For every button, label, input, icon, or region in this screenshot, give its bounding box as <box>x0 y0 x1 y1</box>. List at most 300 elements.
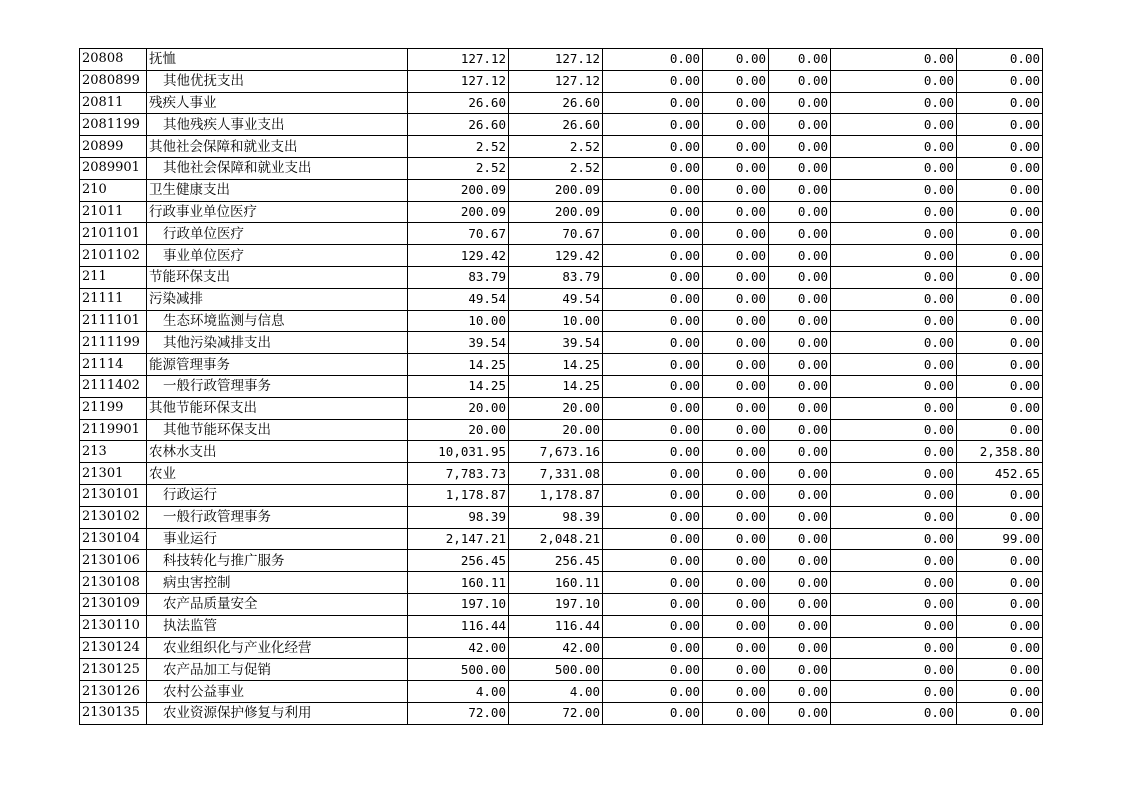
subject-code-cell: 20808 <box>80 49 147 71</box>
amount-cell-col6: 0.00 <box>831 49 957 71</box>
subject-name-cell: 执法监管 <box>147 615 408 637</box>
amount-cell-col4: 0.00 <box>703 310 769 332</box>
amount-cell-col4: 0.00 <box>703 201 769 223</box>
amount-cell-total: 14.25 <box>408 375 509 397</box>
subject-code-cell: 2130109 <box>80 593 147 615</box>
amount-cell-col7: 0.00 <box>957 179 1043 201</box>
table-row <box>80 136 1043 158</box>
amount-cell-col5: 0.00 <box>769 441 831 463</box>
amount-cell-col4: 0.00 <box>703 332 769 354</box>
amount-cell-total: 20.00 <box>408 419 509 441</box>
amount-cell-col3: 0.00 <box>603 637 703 659</box>
amount-cell-col3: 0.00 <box>603 136 703 158</box>
amount-cell-col6: 0.00 <box>831 332 957 354</box>
amount-cell-col6: 0.00 <box>831 266 957 288</box>
table-row <box>80 332 1043 354</box>
amount-cell-col7: 0.00 <box>957 245 1043 267</box>
table-row <box>80 528 1043 550</box>
amount-cell-col7: 0.00 <box>957 506 1043 528</box>
subject-name-cell: 其他节能环保支出 <box>147 397 408 419</box>
amount-cell-col5: 0.00 <box>769 506 831 528</box>
subject-name-cell: 一般行政管理事务 <box>147 506 408 528</box>
amount-cell-col3: 0.00 <box>603 49 703 71</box>
amount-cell-col5: 0.00 <box>769 484 831 506</box>
amount-cell-col7: 0.00 <box>957 354 1043 376</box>
subject-code-cell: 2089901 <box>80 157 147 179</box>
amount-cell-total: 7,783.73 <box>408 463 509 485</box>
amount-cell-col3: 0.00 <box>603 201 703 223</box>
amount-cell-total: 14.25 <box>408 354 509 376</box>
subject-name-cell: 行政运行 <box>147 484 408 506</box>
amount-cell-col5: 0.00 <box>769 615 831 637</box>
amount-cell-col3: 0.00 <box>603 332 703 354</box>
subject-name-cell: 农产品加工与促销 <box>147 659 408 681</box>
amount-cell-col3: 0.00 <box>603 288 703 310</box>
subject-code-cell: 2111101 <box>80 310 147 332</box>
subject-name-cell: 节能环保支出 <box>147 266 408 288</box>
table-row <box>80 157 1043 179</box>
subject-name-cell: 其他优抚支出 <box>147 70 408 92</box>
amount-cell-basic: 200.09 <box>509 201 603 223</box>
amount-cell-basic: 127.12 <box>509 49 603 71</box>
amount-cell-col3: 0.00 <box>603 157 703 179</box>
amount-cell-basic: 200.09 <box>509 179 603 201</box>
amount-cell-basic: 26.60 <box>509 114 603 136</box>
table-row <box>80 70 1043 92</box>
table-row <box>80 659 1043 681</box>
subject-code-cell: 2130102 <box>80 506 147 528</box>
amount-cell-col6: 0.00 <box>831 506 957 528</box>
amount-cell-col6: 0.00 <box>831 550 957 572</box>
amount-cell-basic: 14.25 <box>509 354 603 376</box>
amount-cell-basic: 160.11 <box>509 572 603 594</box>
amount-cell-col7: 0.00 <box>957 659 1043 681</box>
subject-code-cell: 2130106 <box>80 550 147 572</box>
amount-cell-col7: 0.00 <box>957 484 1043 506</box>
amount-cell-col5: 0.00 <box>769 397 831 419</box>
amount-cell-col7: 0.00 <box>957 332 1043 354</box>
subject-name-cell: 农业 <box>147 463 408 485</box>
subject-code-cell: 2130104 <box>80 528 147 550</box>
subject-name-cell: 行政事业单位医疗 <box>147 201 408 223</box>
amount-cell-col5: 0.00 <box>769 136 831 158</box>
amount-cell-basic: 72.00 <box>509 702 603 724</box>
amount-cell-col5: 0.00 <box>769 659 831 681</box>
amount-cell-total: 2,147.21 <box>408 528 509 550</box>
amount-cell-col4: 0.00 <box>703 681 769 703</box>
amount-cell-col6: 0.00 <box>831 136 957 158</box>
amount-cell-col3: 0.00 <box>603 702 703 724</box>
table-row <box>80 375 1043 397</box>
amount-cell-basic: 7,331.08 <box>509 463 603 485</box>
subject-code-cell: 2130108 <box>80 572 147 594</box>
amount-cell-col7: 0.00 <box>957 114 1043 136</box>
amount-cell-basic: 20.00 <box>509 419 603 441</box>
table-row <box>80 702 1043 724</box>
subject-name-cell: 污染减排 <box>147 288 408 310</box>
subject-code-cell: 2081199 <box>80 114 147 136</box>
amount-cell-col3: 0.00 <box>603 593 703 615</box>
amount-cell-col7: 0.00 <box>957 681 1043 703</box>
amount-cell-col5: 0.00 <box>769 114 831 136</box>
amount-cell-col5: 0.00 <box>769 157 831 179</box>
subject-code-cell: 2130101 <box>80 484 147 506</box>
table-body <box>80 49 1043 725</box>
amount-cell-col3: 0.00 <box>603 681 703 703</box>
amount-cell-basic: 4.00 <box>509 681 603 703</box>
amount-cell-total: 197.10 <box>408 593 509 615</box>
amount-cell-total: 20.00 <box>408 397 509 419</box>
amount-cell-total: 10,031.95 <box>408 441 509 463</box>
amount-cell-basic: 2.52 <box>509 157 603 179</box>
subject-name-cell: 科技转化与推广服务 <box>147 550 408 572</box>
amount-cell-col7: 0.00 <box>957 92 1043 114</box>
amount-cell-col4: 0.00 <box>703 463 769 485</box>
amount-cell-col5: 0.00 <box>769 266 831 288</box>
subject-name-cell: 行政单位医疗 <box>147 223 408 245</box>
amount-cell-col4: 0.00 <box>703 637 769 659</box>
amount-cell-col3: 0.00 <box>603 266 703 288</box>
amount-cell-col5: 0.00 <box>769 179 831 201</box>
amount-cell-basic: 14.25 <box>509 375 603 397</box>
amount-cell-col7: 2,358.80 <box>957 441 1043 463</box>
amount-cell-col4: 0.00 <box>703 245 769 267</box>
table-row <box>80 550 1043 572</box>
subject-code-cell: 2101101 <box>80 223 147 245</box>
subject-code-cell: 2101102 <box>80 245 147 267</box>
table-row <box>80 92 1043 114</box>
subject-name-cell: 农业组织化与产业化经营 <box>147 637 408 659</box>
table-row <box>80 593 1043 615</box>
amount-cell-col4: 0.00 <box>703 157 769 179</box>
amount-cell-col7: 0.00 <box>957 593 1043 615</box>
amount-cell-col5: 0.00 <box>769 637 831 659</box>
subject-code-cell: 21114 <box>80 354 147 376</box>
amount-cell-col3: 0.00 <box>603 659 703 681</box>
subject-code-cell: 2130126 <box>80 681 147 703</box>
amount-cell-col5: 0.00 <box>769 572 831 594</box>
amount-cell-col5: 0.00 <box>769 245 831 267</box>
amount-cell-col6: 0.00 <box>831 179 957 201</box>
amount-cell-total: 500.00 <box>408 659 509 681</box>
table-row <box>80 49 1043 71</box>
table-row <box>80 572 1043 594</box>
amount-cell-basic: 7,673.16 <box>509 441 603 463</box>
table-row <box>80 637 1043 659</box>
table-row <box>80 223 1043 245</box>
subject-code-cell: 21199 <box>80 397 147 419</box>
subject-name-cell: 卫生健康支出 <box>147 179 408 201</box>
table-row <box>80 288 1043 310</box>
amount-cell-col7: 0.00 <box>957 419 1043 441</box>
amount-cell-total: 10.00 <box>408 310 509 332</box>
amount-cell-col5: 0.00 <box>769 550 831 572</box>
amount-cell-col4: 0.00 <box>703 179 769 201</box>
amount-cell-col7: 0.00 <box>957 288 1043 310</box>
amount-cell-col4: 0.00 <box>703 572 769 594</box>
amount-cell-col5: 0.00 <box>769 463 831 485</box>
table-row <box>80 266 1043 288</box>
subject-name-cell: 残疾人事业 <box>147 92 408 114</box>
amount-cell-col6: 0.00 <box>831 288 957 310</box>
amount-cell-col7: 0.00 <box>957 572 1043 594</box>
subject-name-cell: 抚恤 <box>147 49 408 71</box>
amount-cell-total: 2.52 <box>408 136 509 158</box>
amount-cell-col5: 0.00 <box>769 49 831 71</box>
amount-cell-col5: 0.00 <box>769 681 831 703</box>
subject-code-cell: 2130110 <box>80 615 147 637</box>
amount-cell-col6: 0.00 <box>831 397 957 419</box>
amount-cell-col5: 0.00 <box>769 332 831 354</box>
amount-cell-total: 200.09 <box>408 201 509 223</box>
amount-cell-col3: 0.00 <box>603 310 703 332</box>
amount-cell-col5: 0.00 <box>769 223 831 245</box>
subject-name-cell: 其他社会保障和就业支出 <box>147 157 408 179</box>
amount-cell-col3: 0.00 <box>603 92 703 114</box>
subject-name-cell: 事业单位医疗 <box>147 245 408 267</box>
amount-cell-basic: 500.00 <box>509 659 603 681</box>
amount-cell-col6: 0.00 <box>831 659 957 681</box>
amount-cell-col6: 0.00 <box>831 375 957 397</box>
amount-cell-col7: 0.00 <box>957 157 1043 179</box>
amount-cell-col5: 0.00 <box>769 354 831 376</box>
amount-cell-col6: 0.00 <box>831 92 957 114</box>
amount-cell-col7: 0.00 <box>957 70 1043 92</box>
subject-code-cell: 20899 <box>80 136 147 158</box>
amount-cell-basic: 197.10 <box>509 593 603 615</box>
table-row <box>80 615 1043 637</box>
table-row <box>80 441 1043 463</box>
amount-cell-basic: 1,178.87 <box>509 484 603 506</box>
amount-cell-total: 70.67 <box>408 223 509 245</box>
amount-cell-col6: 0.00 <box>831 157 957 179</box>
table-row <box>80 681 1043 703</box>
amount-cell-col4: 0.00 <box>703 659 769 681</box>
amount-cell-col4: 0.00 <box>703 92 769 114</box>
amount-cell-col4: 0.00 <box>703 702 769 724</box>
amount-cell-basic: 70.67 <box>509 223 603 245</box>
amount-cell-col3: 0.00 <box>603 506 703 528</box>
amount-cell-col3: 0.00 <box>603 179 703 201</box>
amount-cell-col6: 0.00 <box>831 441 957 463</box>
amount-cell-col4: 0.00 <box>703 288 769 310</box>
subject-name-cell: 事业运行 <box>147 528 408 550</box>
subject-code-cell: 2130124 <box>80 637 147 659</box>
amount-cell-col7: 0.00 <box>957 615 1043 637</box>
amount-cell-basic: 26.60 <box>509 92 603 114</box>
amount-cell-basic: 49.54 <box>509 288 603 310</box>
subject-code-cell: 2119901 <box>80 419 147 441</box>
amount-cell-col3: 0.00 <box>603 419 703 441</box>
amount-cell-col3: 0.00 <box>603 223 703 245</box>
subject-name-cell: 农林水支出 <box>147 441 408 463</box>
table-row <box>80 463 1043 485</box>
amount-cell-col4: 0.00 <box>703 550 769 572</box>
amount-cell-col6: 0.00 <box>831 528 957 550</box>
subject-code-cell: 20811 <box>80 92 147 114</box>
table-row <box>80 114 1043 136</box>
amount-cell-col5: 0.00 <box>769 419 831 441</box>
amount-cell-col4: 0.00 <box>703 136 769 158</box>
table-row <box>80 419 1043 441</box>
amount-cell-col3: 0.00 <box>603 245 703 267</box>
amount-cell-col6: 0.00 <box>831 114 957 136</box>
amount-cell-col4: 0.00 <box>703 375 769 397</box>
amount-cell-col5: 0.00 <box>769 288 831 310</box>
amount-cell-col6: 0.00 <box>831 637 957 659</box>
amount-cell-total: 127.12 <box>408 70 509 92</box>
subject-code-cell: 211 <box>80 266 147 288</box>
amount-cell-col3: 0.00 <box>603 572 703 594</box>
amount-cell-total: 42.00 <box>408 637 509 659</box>
amount-cell-col5: 0.00 <box>769 70 831 92</box>
amount-cell-col4: 0.00 <box>703 354 769 376</box>
amount-cell-col7: 0.00 <box>957 266 1043 288</box>
amount-cell-total: 26.60 <box>408 92 509 114</box>
amount-cell-col3: 0.00 <box>603 397 703 419</box>
subject-name-cell: 农业资源保护修复与利用 <box>147 702 408 724</box>
amount-cell-total: 160.11 <box>408 572 509 594</box>
amount-cell-total: 83.79 <box>408 266 509 288</box>
amount-cell-col7: 0.00 <box>957 550 1043 572</box>
subject-name-cell: 其他节能环保支出 <box>147 419 408 441</box>
amount-cell-col7: 0.00 <box>957 375 1043 397</box>
amount-cell-col3: 0.00 <box>603 114 703 136</box>
subject-name-cell: 病虫害控制 <box>147 572 408 594</box>
amount-cell-basic: 83.79 <box>509 266 603 288</box>
amount-cell-col4: 0.00 <box>703 70 769 92</box>
subject-code-cell: 210 <box>80 179 147 201</box>
amount-cell-total: 127.12 <box>408 49 509 71</box>
subject-code-cell: 21111 <box>80 288 147 310</box>
amount-cell-col6: 0.00 <box>831 223 957 245</box>
subject-name-cell: 农村公益事业 <box>147 681 408 703</box>
subject-code-cell: 21301 <box>80 463 147 485</box>
amount-cell-basic: 116.44 <box>509 615 603 637</box>
amount-cell-col5: 0.00 <box>769 593 831 615</box>
subject-name-cell: 一般行政管理事务 <box>147 375 408 397</box>
amount-cell-col5: 0.00 <box>769 92 831 114</box>
amount-cell-col3: 0.00 <box>603 441 703 463</box>
amount-cell-col7: 0.00 <box>957 310 1043 332</box>
amount-cell-basic: 10.00 <box>509 310 603 332</box>
table-row <box>80 179 1043 201</box>
amount-cell-col4: 0.00 <box>703 49 769 71</box>
amount-cell-total: 98.39 <box>408 506 509 528</box>
amount-cell-basic: 127.12 <box>509 70 603 92</box>
amount-cell-basic: 39.54 <box>509 332 603 354</box>
table-row <box>80 484 1043 506</box>
subject-name-cell: 其他污染减排支出 <box>147 332 408 354</box>
subject-code-cell: 21011 <box>80 201 147 223</box>
amount-cell-col7: 0.00 <box>957 49 1043 71</box>
amount-cell-col3: 0.00 <box>603 550 703 572</box>
amount-cell-col4: 0.00 <box>703 114 769 136</box>
amount-cell-col3: 0.00 <box>603 463 703 485</box>
amount-cell-basic: 42.00 <box>509 637 603 659</box>
amount-cell-col6: 0.00 <box>831 201 957 223</box>
amount-cell-col7: 0.00 <box>957 397 1043 419</box>
table-row <box>80 245 1043 267</box>
amount-cell-col4: 0.00 <box>703 223 769 245</box>
subject-code-cell: 2111199 <box>80 332 147 354</box>
amount-cell-col5: 0.00 <box>769 201 831 223</box>
amount-cell-col3: 0.00 <box>603 70 703 92</box>
amount-cell-col7: 99.00 <box>957 528 1043 550</box>
amount-cell-total: 129.42 <box>408 245 509 267</box>
amount-cell-col3: 0.00 <box>603 354 703 376</box>
amount-cell-basic: 98.39 <box>509 506 603 528</box>
table-row <box>80 506 1043 528</box>
amount-cell-col5: 0.00 <box>769 702 831 724</box>
subject-code-cell: 2080899 <box>80 70 147 92</box>
amount-cell-col6: 0.00 <box>831 702 957 724</box>
amount-cell-total: 26.60 <box>408 114 509 136</box>
amount-cell-col4: 0.00 <box>703 484 769 506</box>
amount-cell-col5: 0.00 <box>769 310 831 332</box>
amount-cell-col3: 0.00 <box>603 484 703 506</box>
subject-name-cell: 其他残疾人事业支出 <box>147 114 408 136</box>
amount-cell-total: 2.52 <box>408 157 509 179</box>
amount-cell-col6: 0.00 <box>831 354 957 376</box>
amount-cell-col7: 0.00 <box>957 201 1043 223</box>
subject-code-cell: 2130125 <box>80 659 147 681</box>
amount-cell-basic: 2.52 <box>509 136 603 158</box>
amount-cell-col6: 0.00 <box>831 593 957 615</box>
amount-cell-col5: 0.00 <box>769 528 831 550</box>
amount-cell-basic: 20.00 <box>509 397 603 419</box>
amount-cell-col4: 0.00 <box>703 593 769 615</box>
table-row <box>80 397 1043 419</box>
amount-cell-col6: 0.00 <box>831 615 957 637</box>
amount-cell-basic: 256.45 <box>509 550 603 572</box>
amount-cell-total: 1,178.87 <box>408 484 509 506</box>
amount-cell-col7: 452.65 <box>957 463 1043 485</box>
amount-cell-col7: 0.00 <box>957 637 1043 659</box>
amount-cell-col4: 0.00 <box>703 506 769 528</box>
subject-code-cell: 2111402 <box>80 375 147 397</box>
amount-cell-col3: 0.00 <box>603 615 703 637</box>
amount-cell-total: 200.09 <box>408 179 509 201</box>
subject-name-cell: 能源管理事务 <box>147 354 408 376</box>
amount-cell-col4: 0.00 <box>703 441 769 463</box>
amount-cell-col4: 0.00 <box>703 615 769 637</box>
amount-cell-total: 39.54 <box>408 332 509 354</box>
subject-code-cell: 213 <box>80 441 147 463</box>
amount-cell-col6: 0.00 <box>831 484 957 506</box>
amount-cell-col7: 0.00 <box>957 136 1043 158</box>
amount-cell-col7: 0.00 <box>957 223 1043 245</box>
amount-cell-col6: 0.00 <box>831 681 957 703</box>
amount-cell-col6: 0.00 <box>831 463 957 485</box>
table-row <box>80 201 1043 223</box>
amount-cell-col6: 0.00 <box>831 310 957 332</box>
table-row <box>80 310 1043 332</box>
amount-cell-total: 49.54 <box>408 288 509 310</box>
budget-expenditure-table <box>79 48 1043 725</box>
amount-cell-col4: 0.00 <box>703 419 769 441</box>
amount-cell-col3: 0.00 <box>603 375 703 397</box>
amount-cell-col6: 0.00 <box>831 245 957 267</box>
amount-cell-col6: 0.00 <box>831 419 957 441</box>
amount-cell-col3: 0.00 <box>603 528 703 550</box>
amount-cell-col4: 0.00 <box>703 266 769 288</box>
amount-cell-col6: 0.00 <box>831 572 957 594</box>
amount-cell-total: 116.44 <box>408 615 509 637</box>
amount-cell-col4: 0.00 <box>703 397 769 419</box>
subject-name-cell: 生态环境监测与信息 <box>147 310 408 332</box>
amount-cell-total: 72.00 <box>408 702 509 724</box>
